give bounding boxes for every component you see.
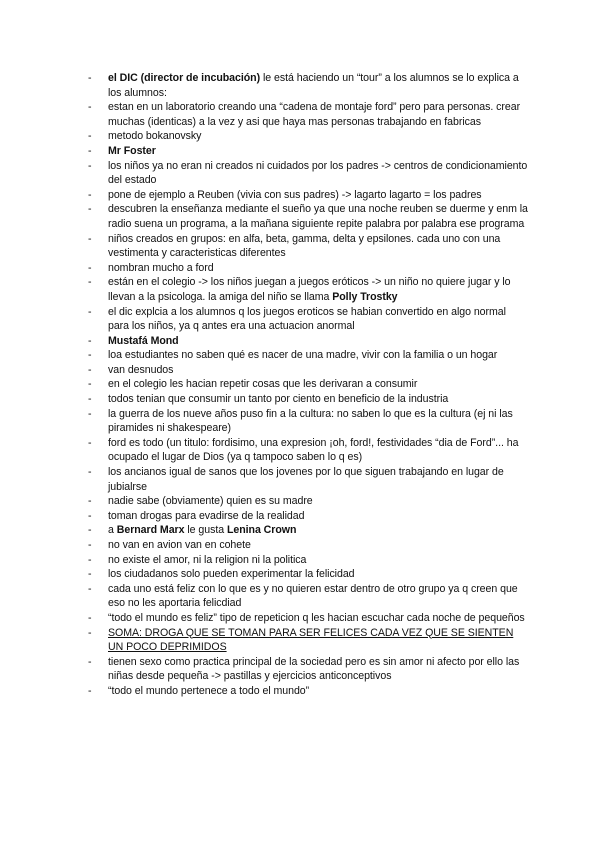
bullet-text	[108, 554, 306, 566]
bullet-dash: -	[88, 539, 92, 551]
bullet-item	[88, 188, 528, 203]
bullet-item	[88, 129, 528, 144]
bullet-item	[88, 100, 528, 129]
text-segment: niños creados en grupos: en alfa, beta, gamma, delta y epsilones. cada uno con una vestimenta y caracteristicas diferentes	[108, 232, 501, 260]
bullet-text	[108, 612, 525, 624]
bullet-text	[108, 583, 518, 610]
text-segment: los ciudadanos solo pueden experimentar la felicidad	[108, 568, 355, 581]
bullet-dash: -	[88, 684, 92, 697]
bullet-dash: -	[88, 334, 92, 347]
bullet-item	[88, 553, 528, 568]
bullet-text	[108, 539, 251, 551]
bullet-text	[108, 364, 173, 376]
bullet-dash: -	[88, 101, 92, 114]
bullet-item	[88, 377, 528, 392]
text-segment: la guerra de los nueve años puso fin a la cultura: no saben lo que es la cultura (ej ni las piramides ni shakespeare)	[108, 407, 513, 435]
bullet-text	[108, 262, 214, 274]
bullet-item	[88, 159, 528, 188]
bullet-dash: -	[88, 655, 92, 668]
bullet-item	[88, 363, 528, 378]
text-segment: no van en avion van en cohete	[108, 539, 251, 551]
bullet-text	[108, 408, 513, 435]
text-segment: todos tenian que consumir un tanto por ciento en beneficio de la industria	[108, 393, 449, 406]
bullet-dash: -	[88, 378, 92, 391]
bullet-text	[108, 233, 500, 260]
bullet-text	[108, 568, 355, 580]
bullet-item	[88, 305, 528, 334]
bullet-dash: -	[88, 495, 92, 508]
bullet-item	[88, 436, 528, 465]
bullet-item	[88, 275, 528, 304]
bullet-item	[88, 144, 528, 159]
bullet-item	[88, 538, 528, 553]
text-segment: están en el colegio -> los niños juegan a juegos eróticos -> un niño no quiere jugar y lo llevan a la psicologa. la amiga del niño se llama	[108, 276, 511, 303]
bullet-dash: -	[88, 524, 92, 537]
bullet-item	[88, 523, 528, 538]
text-segment: descubren la enseñanza mediante el sueño ya que una noche reuben se duerme y enm la radio suena un programa, a la mañana siguiente repite palabra por palabra ese programa	[108, 203, 528, 230]
bullet-text	[108, 276, 511, 303]
bold-text-segment: Mustafá Mond	[108, 334, 179, 347]
bullet-item	[88, 348, 528, 363]
bullet-text	[108, 189, 482, 201]
bullet-text	[108, 510, 304, 522]
bullet-item	[88, 261, 528, 276]
bullet-text	[108, 72, 519, 99]
text-segment: los ancianos igual de sanos que los jovenes por lo que siguen trabajando en lugar de jubialrse	[108, 466, 504, 493]
bullet-dash: -	[88, 144, 92, 157]
bullet-item	[88, 684, 528, 699]
bullet-dash: -	[88, 436, 92, 449]
bullet-dash: -	[88, 349, 92, 362]
bullet-dash: -	[88, 261, 92, 274]
bullet-dash: -	[88, 305, 92, 318]
bullet-item	[88, 655, 528, 684]
text-segment: en el colegio les hacian repetir cosas que les derivaran a consumir	[108, 378, 418, 391]
bullet-dash: -	[88, 130, 92, 143]
bullet-item	[88, 465, 528, 494]
notes-bullet-list	[88, 71, 528, 699]
bullet-text	[108, 495, 313, 507]
text-segment: el dic explcia a los alumnos q los juegos eroticos se habian convertido en algo normal para los niños, ya q antes era una actuacion anormal	[108, 305, 506, 333]
bullet-item	[88, 626, 528, 655]
bullet-text	[108, 378, 417, 390]
bullet-item	[88, 567, 528, 582]
bold-text-segment: el DIC (director de incubación)	[108, 72, 261, 84]
bullet-dash: -	[88, 159, 92, 172]
bullet-text	[108, 466, 504, 493]
bullet-item	[88, 71, 528, 100]
bullet-dash: -	[88, 553, 92, 566]
bullet-dash: -	[88, 203, 92, 216]
bullet-dash: -	[88, 582, 92, 595]
bullet-text	[108, 349, 497, 361]
bold-text-segment: Bernard Marx	[116, 524, 185, 537]
bullet-text	[108, 160, 527, 187]
text-segment: nombran mucho a ford	[108, 261, 214, 274]
text-segment: van desnudos	[108, 363, 174, 376]
bold-text-segment: Polly Trostky	[332, 290, 398, 303]
bold-text-segment: Mr Foster	[108, 144, 156, 157]
bullet-text	[108, 524, 296, 536]
underlined-text-segment: SOMA: DROGA QUE SE TOMAN PARA SER FELICES CADA VEZ QUE SE SIENTEN UN POCO DEPRIMIDOS	[108, 626, 514, 654]
text-segment: le está haciendo un “tour” a los alumnos se lo explica a los alumnos:	[108, 72, 519, 99]
text-segment: nadie sabe (obviamente) quien es su madre	[108, 495, 313, 508]
bold-text-segment: Lenina Crown	[226, 524, 297, 537]
bullet-text	[108, 130, 201, 142]
bullet-text	[108, 656, 519, 683]
text-segment: a	[108, 524, 117, 537]
bullet-dash: -	[88, 466, 92, 479]
bullet-item	[88, 494, 528, 509]
bullet-dash: -	[88, 393, 92, 406]
text-segment: cada uno está feliz con lo que es y no quieren estar dentro de otro grupo ya q creen que eso no les aportaria felicdiad	[108, 582, 518, 610]
bullet-item	[88, 407, 528, 436]
bullet-dash: -	[88, 72, 92, 84]
bullet-text	[108, 685, 309, 697]
bullet-dash: -	[88, 407, 92, 420]
text-segment: ford es todo (un titulo: fordisimo, una expresion ¡oh, ford!, festividades “dia de Ford”... ha ocupado el lugar de Dios (ya q tampoco saben lo q es)	[108, 436, 519, 464]
bullet-text	[108, 306, 506, 333]
bullet-dash: -	[88, 568, 92, 581]
text-segment: no existe el amor, ni la religion ni la politica	[108, 553, 307, 566]
text-segment: pone de ejemplo a Reuben (vivia con sus padres) -> lagarto lagarto = los padres	[108, 188, 482, 201]
bullet-text	[108, 393, 448, 405]
bullet-dash: -	[88, 611, 92, 624]
text-segment: metodo bokanovsky	[108, 130, 202, 143]
bullet-text	[108, 203, 528, 230]
text-segment: loa estudiantes no saben qué es nacer de una madre, vivir con la familia o un hogar	[108, 349, 498, 362]
bullet-text	[108, 145, 156, 157]
bullet-dash: -	[88, 276, 92, 289]
bullet-item	[88, 202, 528, 231]
bullet-dash: -	[88, 363, 92, 376]
bullet-item	[88, 611, 528, 626]
bullet-dash: -	[88, 188, 92, 201]
bullet-item	[88, 509, 528, 524]
text-segment: los niños ya no eran ni creados ni cuidados por los padres -> centros de condicionamiento del estado	[108, 159, 528, 187]
bullet-text	[108, 335, 179, 347]
bullet-text	[108, 437, 518, 464]
bullet-dash: -	[88, 626, 92, 639]
bullet-text	[108, 101, 520, 128]
bullet-dash: -	[88, 232, 92, 245]
text-segment: le gusta	[184, 524, 227, 537]
bullet-item	[88, 582, 528, 611]
bullet-text	[108, 627, 513, 654]
bullet-item	[88, 232, 528, 261]
bullet-item	[88, 334, 528, 349]
bullet-dash: -	[88, 509, 92, 522]
text-segment: “todo el mundo es feliz” tipo de repeticion q les hacian escuchar cada noche de pequeños	[108, 611, 525, 624]
text-segment: tienen sexo como practica principal de la sociedad pero es sin amor ni afecto por ello las niñas desde pequeña -> pastillas y ejercicios anticonceptivos	[108, 655, 520, 683]
text-segment: toman drogas para evadirse de la realidad	[108, 509, 305, 522]
text-segment: “todo el mundo pertenece a todo el mundo”	[108, 684, 310, 697]
text-segment: estan en un laboratorio creando una “cadena de montaje ford” pero para personas. crear muchas (identicas) a la vez y asi que haya mas personas trabajando en fabricas	[108, 101, 521, 128]
bullet-item	[88, 392, 528, 407]
